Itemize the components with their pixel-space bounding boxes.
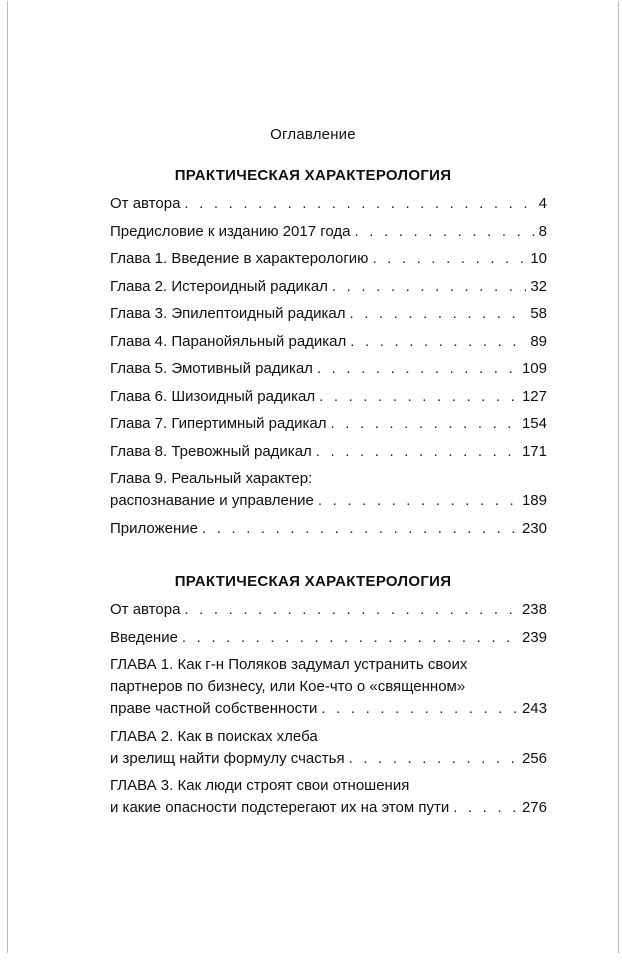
toc-entry-line (110, 797, 547, 819)
dot-leader (317, 358, 518, 380)
toc-entry-title: праве частной собственности (110, 700, 318, 717)
dot-leader (349, 748, 518, 770)
dot-leader (318, 490, 518, 512)
toc-page-number: 109 (521, 360, 547, 377)
toc-entry (110, 726, 547, 770)
dot-leader (372, 248, 526, 270)
dot-leader (184, 193, 534, 215)
dot-leader (319, 386, 518, 408)
toc-entry (110, 599, 547, 621)
toc-entry-title: и какие опасности подстерегают их на этом пути (110, 799, 450, 816)
section-title: ПРАКТИЧЕСКАЯ ХАРАКТЕРОЛОГИЯ (174, 573, 452, 590)
toc-entry-title: Глава 3. Эпилептоидный радикал (110, 305, 346, 322)
toc-page-number: 58 (530, 305, 547, 322)
dot-leader (355, 221, 535, 243)
toc-entry-line (110, 303, 547, 325)
dot-leader (350, 331, 526, 353)
toc-entry (110, 303, 547, 325)
toc-entry-line (110, 627, 547, 649)
toc-entry-line (110, 676, 547, 698)
toc-page-number: 32 (530, 277, 547, 295)
toc-entry (110, 248, 547, 270)
toc-entry-line (110, 490, 547, 512)
toc-entry (110, 441, 547, 463)
toc-entry (110, 654, 547, 720)
toc-entry (110, 627, 547, 649)
toc-page-number: 154 (521, 415, 547, 432)
dot-leader (453, 797, 518, 819)
toc-page-number: 171 (521, 442, 547, 460)
toc-entry-line (110, 441, 547, 463)
dot-leader (182, 627, 518, 649)
toc-page-number: 189 (521, 492, 547, 509)
toc-entry-title: Введение (110, 628, 178, 646)
toc-entry (110, 386, 547, 408)
toc-entry-title: партнеров по бизнесу, или Кое-что о «священном» (110, 678, 466, 695)
dot-leader (349, 303, 526, 325)
toc-entry-line (110, 599, 547, 621)
toc-entry-title: ГЛАВА 3. Как люди строят свои отношения (110, 777, 410, 794)
toc-page-number: 8 (538, 222, 547, 240)
toc-entry-title: Глава 8. Тревожный радикал (110, 442, 312, 460)
toc-entry-line (110, 358, 547, 380)
toc-entry-title: От автора (110, 195, 181, 212)
toc-entry (110, 358, 547, 380)
dot-leader (332, 276, 526, 298)
toc-entry (110, 518, 547, 540)
toc-entry-line (110, 386, 547, 408)
dot-leader (330, 413, 517, 435)
toc-entry-title: Глава 4. Паранойяльный радикал (110, 332, 347, 350)
toc-page-number: 10 (530, 250, 547, 267)
toc-entry (110, 331, 547, 353)
toc-entry (110, 413, 547, 435)
toc-page-number: 127 (521, 387, 547, 405)
toc-entry-title: Глава 7. Гипертимный радикал (110, 415, 327, 432)
dot-leader (184, 599, 518, 621)
toc-heading: Оглавление (270, 126, 356, 143)
toc-entry-title: Глава 6. Шизоидный радикал (110, 387, 316, 405)
toc-entry-line (110, 698, 547, 720)
toc-entry-line (110, 221, 547, 243)
toc-list (110, 193, 547, 545)
toc-page-number: 256 (521, 749, 547, 767)
toc-page-number: 243 (521, 700, 547, 717)
toc-page-number: 89 (530, 332, 547, 350)
toc-entry-line (110, 413, 547, 435)
toc-page-number: 239 (521, 628, 547, 646)
toc-entry (110, 276, 547, 298)
toc-entry-line (110, 248, 547, 270)
dot-leader (321, 698, 518, 720)
toc-entry-line (110, 748, 547, 770)
toc-entry-title: От автора (110, 601, 181, 618)
toc-list (110, 599, 547, 825)
toc-page-number: 4 (538, 195, 547, 212)
toc-entry-title: ГЛАВА 1. Как г-н Поляков задумал устранить своих (110, 656, 468, 673)
toc-entry-title: Глава 2. Истероидный радикал (110, 277, 328, 295)
toc-entry (110, 468, 547, 512)
toc-page-number: 276 (521, 799, 547, 816)
toc-entry-line (110, 276, 547, 298)
toc-entry-line (110, 518, 547, 540)
toc-page-number: 238 (521, 601, 547, 618)
dot-leader (202, 518, 518, 540)
book-page (7, 1, 619, 953)
toc-entry-title: ГЛАВА 2. Как в поисках хлеба (110, 727, 318, 745)
toc-entry-title: Предисловие к изданию 2017 года (110, 222, 351, 240)
section-title: ПРАКТИЧЕСКАЯ ХАРАКТЕРОЛОГИЯ (174, 167, 452, 184)
toc-entry-line (110, 775, 547, 797)
toc-page-number: 230 (521, 519, 547, 537)
toc-entry-line (110, 654, 547, 676)
toc-entry-line (110, 726, 547, 748)
toc-entry (110, 221, 547, 243)
toc-entry-title: Глава 5. Эмотивный радикал (110, 360, 313, 377)
toc-entry-line (110, 331, 547, 353)
toc-entry (110, 775, 547, 819)
toc-entry (110, 193, 547, 215)
toc-entry-title: Глава 9. Реальный характер: (110, 470, 313, 487)
toc-entry-title: Глава 1. Введение в характерологию (110, 250, 369, 267)
toc-entry-title: и зрелищ найти формулу счастья (110, 749, 345, 767)
dot-leader (316, 441, 518, 463)
toc-entry-title: распознавание и управление (110, 492, 314, 509)
toc-entry-line (110, 468, 547, 490)
toc-entry-title: Приложение (110, 519, 198, 537)
toc-entry-line (110, 193, 547, 215)
